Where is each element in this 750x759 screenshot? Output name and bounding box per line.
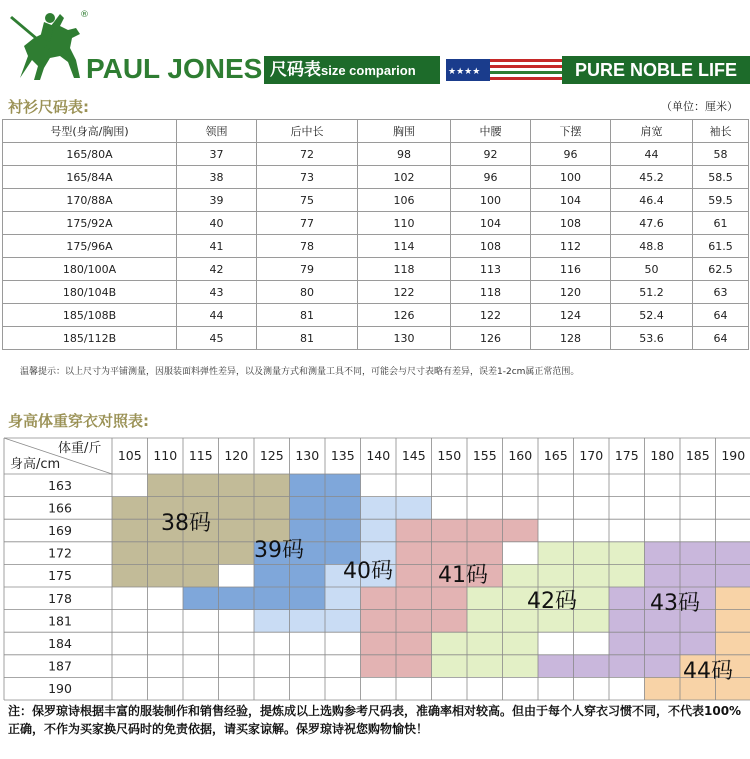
table-cell: 92 xyxy=(451,143,531,166)
size-zone-41 xyxy=(361,610,468,633)
table-cell: 48.8 xyxy=(611,235,693,258)
table-cell: 53.6 xyxy=(611,327,693,350)
table-cell: 64 xyxy=(693,304,749,327)
weight-label: 140 xyxy=(366,448,391,463)
table-cell: 118 xyxy=(358,258,451,281)
table-header-cell: 中腰 xyxy=(451,120,531,143)
table-cell: 100 xyxy=(451,189,531,212)
height-label: 184 xyxy=(48,636,72,651)
height-label: 181 xyxy=(48,613,72,629)
table-cell: 120 xyxy=(531,281,611,304)
size-zone-42 xyxy=(432,655,539,678)
size-label: 40码 xyxy=(343,559,393,584)
size-label: 42码 xyxy=(527,589,577,614)
table-cell: 58 xyxy=(693,143,749,166)
table-cell: 112 xyxy=(531,235,611,258)
height-label: 178 xyxy=(48,590,72,606)
size-label: 41码 xyxy=(438,563,488,588)
size-label: 39码 xyxy=(254,538,304,563)
table-cell: 79 xyxy=(257,258,358,281)
height-label: 163 xyxy=(48,477,72,493)
corner-weight-label: 体重/斤 xyxy=(58,441,102,456)
table-cell: 38 xyxy=(177,166,257,189)
table-cell: 52.4 xyxy=(611,304,693,327)
disclaimer-note: 注：保罗琼诗根据丰富的服装制作和销售经验，提炼成以上选购参考尺码表，准确率相对较高。但由于每个人穿衣习惯不同，不代表100%正确，不作为买家换尺码时的免责依据，请买家谅解。保罗琼诗祝您购物愉快！ xyxy=(8,704,742,736)
table-cell: 77 xyxy=(257,212,358,235)
table-cell: 122 xyxy=(451,304,531,327)
table-cell: 180/100A xyxy=(3,258,177,281)
size-banner-en: size comparion xyxy=(321,63,416,78)
table-cell: 37 xyxy=(177,143,257,166)
table-cell: 165/80A xyxy=(3,143,177,166)
table-cell: 78 xyxy=(257,235,358,258)
table-cell: 114 xyxy=(358,235,451,258)
table-cell: 170/88A xyxy=(3,189,177,212)
table-cell: 102 xyxy=(358,166,451,189)
table-cell: 59.5 xyxy=(693,189,749,212)
height-label: 187 xyxy=(48,658,72,674)
weight-label: 120 xyxy=(224,448,249,463)
table-cell: 175/92A xyxy=(3,212,177,235)
size-zone-44 xyxy=(716,587,750,655)
weight-label: 135 xyxy=(330,448,355,463)
size-zone-38 xyxy=(112,564,219,587)
table-cell: 46.4 xyxy=(611,189,693,212)
weight-label: 145 xyxy=(401,448,426,463)
table-cell: 118 xyxy=(451,281,531,304)
table-cell: 47.6 xyxy=(611,212,693,235)
table-cell: 175/96A xyxy=(3,235,177,258)
registered-mark: ® xyxy=(80,10,89,20)
size-zone-43 xyxy=(609,632,716,655)
size-banner-zh: 尺码表 xyxy=(270,60,321,79)
measurement-note: 温馨提示：以上尺寸为平铺测量，因服装面料弹性差异，以及测量方式和测量工具不同，可能会与尺寸表略有差异，误差1-2cm属正常范围。 xyxy=(20,367,580,377)
weight-label: 110 xyxy=(153,448,178,463)
size-label: 38码 xyxy=(161,511,211,536)
size-label: 43码 xyxy=(650,591,700,616)
table-cell: 58.5 xyxy=(693,166,749,189)
table-cell: 106 xyxy=(358,189,451,212)
table-cell: 124 xyxy=(531,304,611,327)
slogan: PURE NOBLE LIFE xyxy=(562,56,750,84)
table-header-cell: 肩宽 xyxy=(611,120,693,143)
table-cell: 165/84A xyxy=(3,166,177,189)
weight-label: 180 xyxy=(650,448,675,463)
table-cell: 96 xyxy=(531,143,611,166)
table-header-cell: 号型(身高/胸围) xyxy=(3,120,177,143)
brand-name: PAUL JONES xyxy=(86,53,263,84)
weight-label: 115 xyxy=(188,448,213,463)
table-cell: 41 xyxy=(177,235,257,258)
table-cell: 116 xyxy=(531,258,611,281)
table-cell: 80 xyxy=(257,281,358,304)
table-cell: 128 xyxy=(531,327,611,350)
size-zone-43 xyxy=(645,564,750,587)
table-cell: 126 xyxy=(358,304,451,327)
weight-label: 185 xyxy=(685,448,710,463)
height-label: 175 xyxy=(48,568,72,584)
table-cell: 40 xyxy=(177,212,257,235)
table-cell: 44 xyxy=(611,143,693,166)
table-cell: 61.5 xyxy=(693,235,749,258)
table-cell: 61 xyxy=(693,212,749,235)
shirt-size-title: 衬衫尺码表: xyxy=(8,98,89,116)
table-cell: 104 xyxy=(451,212,531,235)
table-cell: 98 xyxy=(358,143,451,166)
table-header-cell: 下摆 xyxy=(531,120,611,143)
table-cell: 63 xyxy=(693,281,749,304)
table-header-cell: 袖长 xyxy=(693,120,749,143)
table-cell: 42 xyxy=(177,258,257,281)
table-cell: 73 xyxy=(257,166,358,189)
height-label: 172 xyxy=(48,545,72,561)
table-cell: 75 xyxy=(257,189,358,212)
size-label: 44码 xyxy=(683,659,733,684)
weight-label: 155 xyxy=(472,448,497,463)
table-cell: 81 xyxy=(257,327,358,350)
weight-label: 125 xyxy=(259,448,284,463)
table-cell: 110 xyxy=(358,212,451,235)
height-label: 169 xyxy=(48,523,72,538)
table-cell: 43 xyxy=(177,281,257,304)
table-cell: 104 xyxy=(531,189,611,212)
table-cell: 96 xyxy=(451,166,531,189)
size-zone-42 xyxy=(432,632,539,655)
weight-label: 105 xyxy=(117,448,142,463)
table-cell: 39 xyxy=(177,189,257,212)
table-cell: 44 xyxy=(177,304,257,327)
weight-label: 170 xyxy=(579,448,604,463)
height-weight-title: 身高体重穿衣对照表: xyxy=(8,412,149,430)
svg-text:★★★★: ★★★★ xyxy=(448,67,481,77)
table-cell: 108 xyxy=(451,235,531,258)
table-cell: 62.5 xyxy=(693,258,749,281)
table-cell: 130 xyxy=(358,327,451,350)
table-cell: 185/112B xyxy=(3,327,177,350)
table-cell: 185/108B xyxy=(3,304,177,327)
height-label: 166 xyxy=(48,500,72,516)
table-cell: 45.2 xyxy=(611,166,693,189)
weight-label: 165 xyxy=(543,448,568,463)
table-cell: 51.2 xyxy=(611,281,693,304)
table-cell: 108 xyxy=(531,212,611,235)
table-cell: 50 xyxy=(611,258,693,281)
table-cell: 81 xyxy=(257,304,358,327)
weight-label: 190 xyxy=(721,448,746,463)
weight-label: 130 xyxy=(295,448,320,463)
corner-height-label: 身高/cm xyxy=(10,457,61,472)
table-cell: 72 xyxy=(257,143,358,166)
table-cell: 64 xyxy=(693,327,749,350)
table-header-cell: 后中长 xyxy=(257,120,358,143)
height-label: 190 xyxy=(48,681,72,697)
table-header-cell: 胸围 xyxy=(358,120,451,143)
table-cell: 45 xyxy=(177,327,257,350)
weight-label: 175 xyxy=(614,448,639,463)
table-cell: 180/104B xyxy=(3,281,177,304)
size-zone-43 xyxy=(645,542,750,565)
weight-label: 150 xyxy=(437,448,462,463)
table-cell: 100 xyxy=(531,166,611,189)
unit-label: （单位：厘米） xyxy=(661,100,738,113)
table-cell: 126 xyxy=(451,327,531,350)
table-cell: 113 xyxy=(451,258,531,281)
weight-label: 160 xyxy=(508,448,533,463)
table-header-cell: 领围 xyxy=(177,120,257,143)
table-cell: 122 xyxy=(358,281,451,304)
